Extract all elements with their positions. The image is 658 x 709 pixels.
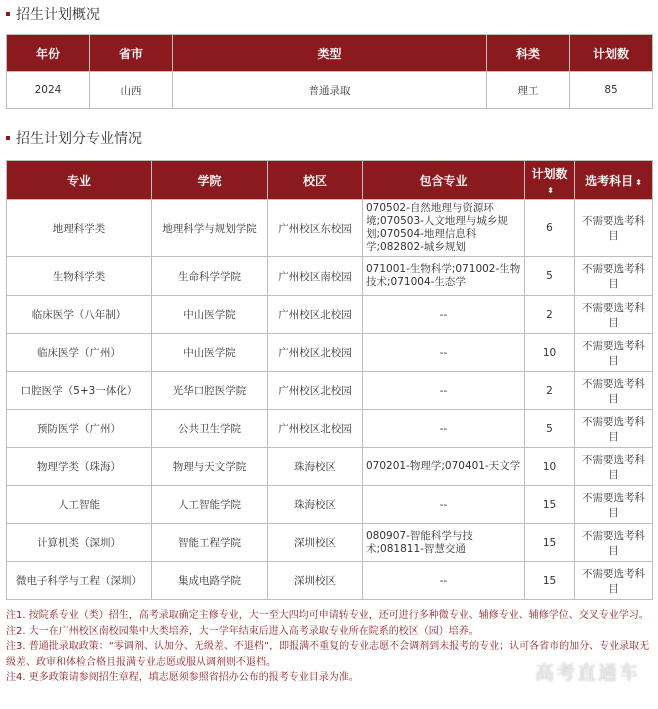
cell-subjects: 不需要选考科目 — [575, 486, 653, 524]
col-header-category: 科类 — [487, 35, 570, 72]
cell-included-majors: -- — [363, 334, 525, 372]
cell-plan: 15 — [525, 562, 575, 600]
cell-major: 人工智能 — [7, 486, 152, 524]
cell-college: 集成电路学院 — [152, 562, 268, 600]
table-row — [7, 448, 653, 486]
cell-college: 中山医学院 — [152, 334, 268, 372]
table-row — [7, 524, 653, 562]
cell-province: 山西 — [90, 72, 173, 109]
cell-year: 2024 — [7, 72, 90, 109]
note-3: 注3. 普通批录取政策：“零调剂、认加分、无级差、不退档”，即报满不重复的专业志愿不会调剂到未报考的专业；认可各省市的加分、专业录取无级差、政审和体检合格且报满专业志愿或服从调剂则不退档。 — [6, 641, 650, 668]
overview-table — [6, 34, 653, 109]
cell-plan: 6 — [525, 200, 575, 257]
cell-campus: 广州校区北校园 — [268, 334, 363, 372]
table-row — [7, 372, 653, 410]
cell-college: 光华口腔医学院 — [152, 372, 268, 410]
table-row — [7, 334, 653, 372]
col-header-subjects-label: 选考科目 — [585, 173, 634, 188]
col-header-major: 专业 — [7, 161, 152, 200]
col-header-included-majors: 包含专业 — [363, 161, 525, 200]
cell-campus: 深圳校区 — [268, 562, 363, 600]
cell-subjects: 不需要选考科目 — [575, 524, 653, 562]
cell-included-majors: 071001-生物科学;071002-生物技术;071004-生态学 — [363, 257, 525, 296]
col-header-type: 类型 — [173, 35, 487, 72]
cell-included-majors: 070502-自然地理与资源环境;070503-人文地理与城乡规划;070504-地理信息科学;082802-城乡规划 — [363, 200, 525, 257]
sort-icon[interactable]: ⬍ — [547, 185, 554, 195]
cell-major: 预防医学（广州） — [7, 410, 152, 448]
cell-plan: 15 — [525, 524, 575, 562]
section-title-text: 招生计划分专业情况 — [16, 131, 142, 147]
cell-plan: 85 — [570, 72, 653, 109]
col-header-plan: 计划数 — [570, 35, 653, 72]
col-header-subjects-sortable[interactable] — [575, 161, 653, 200]
table-row — [7, 410, 653, 448]
cell-subjects: 不需要选考科目 — [575, 410, 653, 448]
cell-included-majors: -- — [363, 372, 525, 410]
cell-college: 地理科学与规划学院 — [152, 200, 268, 257]
section-title-majors — [6, 128, 142, 148]
cell-major: 生物科学类 — [7, 257, 152, 296]
cell-college: 智能工程学院 — [152, 524, 268, 562]
cell-plan: 2 — [525, 296, 575, 334]
cell-category: 理工 — [487, 72, 570, 109]
cell-plan: 10 — [525, 334, 575, 372]
cell-plan: 10 — [525, 448, 575, 486]
cell-major: 临床医学（广州） — [7, 334, 152, 372]
cell-subjects: 不需要选考科目 — [575, 257, 653, 296]
cell-campus: 广州校区东校园 — [268, 200, 363, 257]
section-title-overview — [6, 4, 100, 24]
cell-included-majors: -- — [363, 486, 525, 524]
table-row — [7, 200, 653, 257]
table-row — [7, 562, 653, 600]
watermark-logo: 高考直通车 — [534, 662, 640, 684]
cell-included-majors: 080907-智能科学与技术;081811-智慧交通 — [363, 524, 525, 562]
cell-campus: 广州校区北校园 — [268, 372, 363, 410]
cell-plan: 5 — [525, 257, 575, 296]
cell-major: 微电子科学与工程（深圳） — [7, 562, 152, 600]
cell-college: 生命科学学院 — [152, 257, 268, 296]
col-header-year: 年份 — [7, 35, 90, 72]
cell-campus: 广州校区南校园 — [268, 257, 363, 296]
cell-plan: 15 — [525, 486, 575, 524]
cell-major: 计算机类（深圳） — [7, 524, 152, 562]
section-title-text: 招生计划概况 — [16, 7, 100, 23]
cell-college: 人工智能学院 — [152, 486, 268, 524]
col-header-plan-label: 计划数 — [531, 166, 568, 181]
cell-included-majors: -- — [363, 562, 525, 600]
table-row — [7, 72, 653, 109]
cell-included-majors: -- — [363, 410, 525, 448]
cell-college: 公共卫生学院 — [152, 410, 268, 448]
bullet-icon — [6, 12, 10, 16]
majors-header-row — [7, 161, 653, 200]
cell-major: 物理学类（珠海） — [7, 448, 152, 486]
cell-subjects: 不需要选考科目 — [575, 562, 653, 600]
col-header-plan-sortable[interactable] — [525, 161, 575, 200]
cell-subjects: 不需要选考科目 — [575, 334, 653, 372]
cell-subjects: 不需要选考科目 — [575, 200, 653, 257]
sort-icon[interactable]: ⬍ — [635, 177, 642, 187]
cell-college: 中山医学院 — [152, 296, 268, 334]
table-row — [7, 257, 653, 296]
col-header-college: 学院 — [152, 161, 268, 200]
cell-type: 普通录取 — [173, 72, 487, 109]
cell-subjects: 不需要选考科目 — [575, 448, 653, 486]
note-1: 注1. 按院系专业（类）招生，高考录取确定主修专业，大一至大四均可申请转专业，还可进行多种微专业、辅修专业、辅修学位、交叉专业学习。 — [6, 610, 649, 621]
cell-campus: 广州校区北校园 — [268, 410, 363, 448]
cell-campus: 广州校区北校园 — [268, 296, 363, 334]
cell-major: 临床医学（八年制） — [7, 296, 152, 334]
cell-included-majors: 070201-物理学;070401-天文学 — [363, 448, 525, 486]
table-row — [7, 296, 653, 334]
cell-major: 口腔医学（5+3一体化） — [7, 372, 152, 410]
cell-campus: 珠海校区 — [268, 448, 363, 486]
cell-subjects: 不需要选考科目 — [575, 372, 653, 410]
cell-college: 物理与天文学院 — [152, 448, 268, 486]
majors-table — [6, 160, 653, 600]
col-header-campus: 校区 — [268, 161, 363, 200]
cell-plan: 2 — [525, 372, 575, 410]
cell-subjects: 不需要选考科目 — [575, 296, 653, 334]
cell-plan: 5 — [525, 410, 575, 448]
cell-campus: 深圳校区 — [268, 524, 363, 562]
overview-header-row — [7, 35, 653, 72]
cell-campus: 珠海校区 — [268, 486, 363, 524]
table-row — [7, 486, 653, 524]
note-2: 注2. 大一在广州校区南校园集中大类培养，大一学年结束后进入高考录取专业所在院系的校区（园）培养。 — [6, 625, 479, 637]
cell-included-majors: -- — [363, 296, 525, 334]
note-4: 注4. 更多政策请参阅招生章程，填志愿须参照省招办公布的报考专业目录为准。 — [6, 672, 359, 683]
cell-major: 地理科学类 — [7, 200, 152, 257]
bullet-icon — [6, 136, 10, 140]
col-header-province: 省市 — [90, 35, 173, 72]
